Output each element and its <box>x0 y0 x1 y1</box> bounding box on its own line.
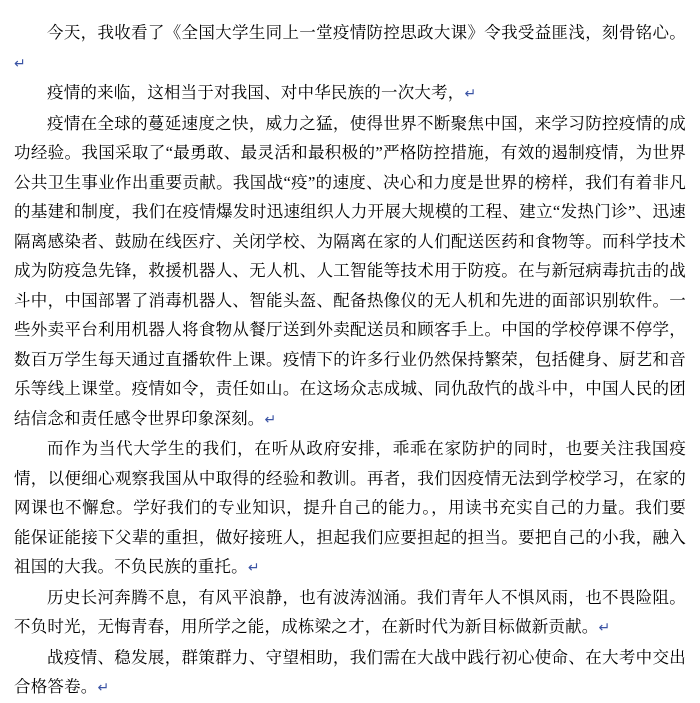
paragraph-mark: ↵ <box>264 410 277 427</box>
paragraph <box>14 434 686 583</box>
paragraph-text: 战疫情、稳发展，群策群力、守望相助，我们需在大战中践行初心使命、在大考中交出合格答卷。 <box>14 647 686 696</box>
paragraph <box>14 583 686 643</box>
paragraph <box>14 78 686 109</box>
paragraph-text: 疫情的来临，这相当于对我国、对中华民族的一次大考， <box>47 83 465 102</box>
paragraph-text: 而作为当代大学生的我们，在听从政府安排，乖乖在家防护的同时，也要关注我国疫情，以便细心观察我国从中取得的经验和教训。再者，我们因疫情无法到学校学习，在家的网课也不懈怠。学好我们的专业知识，提升自己的能力。，用读书充实自己的力量。我们要能保证能接下父辈的重担，做好接班人，担起我们应要担起的担当。要把自己的小我，融入祖国的大我。不负民族的重托。 <box>14 439 686 576</box>
paragraph-text: 今天，我收看了《全国大学生同上一堂疫情防控思政大课》令我受益匪浅，刻骨铭心。 <box>47 23 686 42</box>
paragraph-mark: ↵ <box>247 559 260 575</box>
paragraph-text: 疫情在全球的蔓延速度之快，威力之猛，使得世界不断聚焦中国，来学习防控疫情的成功经验。我国采取了“最勇敢、最灵活和最积极的”严格防控措施，有效的遏制疫情，为世界公共卫生事业作出重要贡献。我国战“疫”的速度、决心和力度是世界的榜样，我们有着非凡的基建和制度，我们在疫情爆发时迅速组织人力开展大规模的工程、建立“发热门诊”、迅速隔离感染者、鼓励在线医疗、关闭学校、为隔离在家的人们配送医药和食物等。而科学技术成为防疫急先锋，救援机器人、无人机、人工智能等技术用于防疫。在与新冠病毒抗击的战斗中，中国部署了消毒机器人、智能头盔、配备热像仪的无人机和先进的面部识别软件。一些外卖平台利用机器人将食物从餐厅送到外卖配送员和顾客手上。中国的学校停课不停学，数百万学生每天通过直播软件上课。疫情下的许多行业仍然保持繁荣，包括健身、厨艺和音乐等线上课堂。疫情如令，责任如山。在这场众志成城、同仇敌忾的战斗中，中国人民的团结信念和责任感令世界印象深刻。 <box>14 113 686 428</box>
paragraph-mark: ↵ <box>14 54 26 71</box>
paragraph <box>14 18 686 78</box>
paragraph <box>14 643 686 703</box>
paragraph <box>14 109 686 435</box>
paragraph-mark: ↵ <box>97 679 110 695</box>
paragraph-text: 历史长河奔腾不息，有风平浪静，也有波涛汹涌。我们青年人不惧风雨，也不畏险阻。不负时光，无悔青春，用所学之能，成栋梁之才，在新时代为新目标做新贡献。 <box>14 587 686 636</box>
paragraph-mark: ↵ <box>598 619 611 635</box>
paragraph-mark: ↵ <box>464 85 477 101</box>
